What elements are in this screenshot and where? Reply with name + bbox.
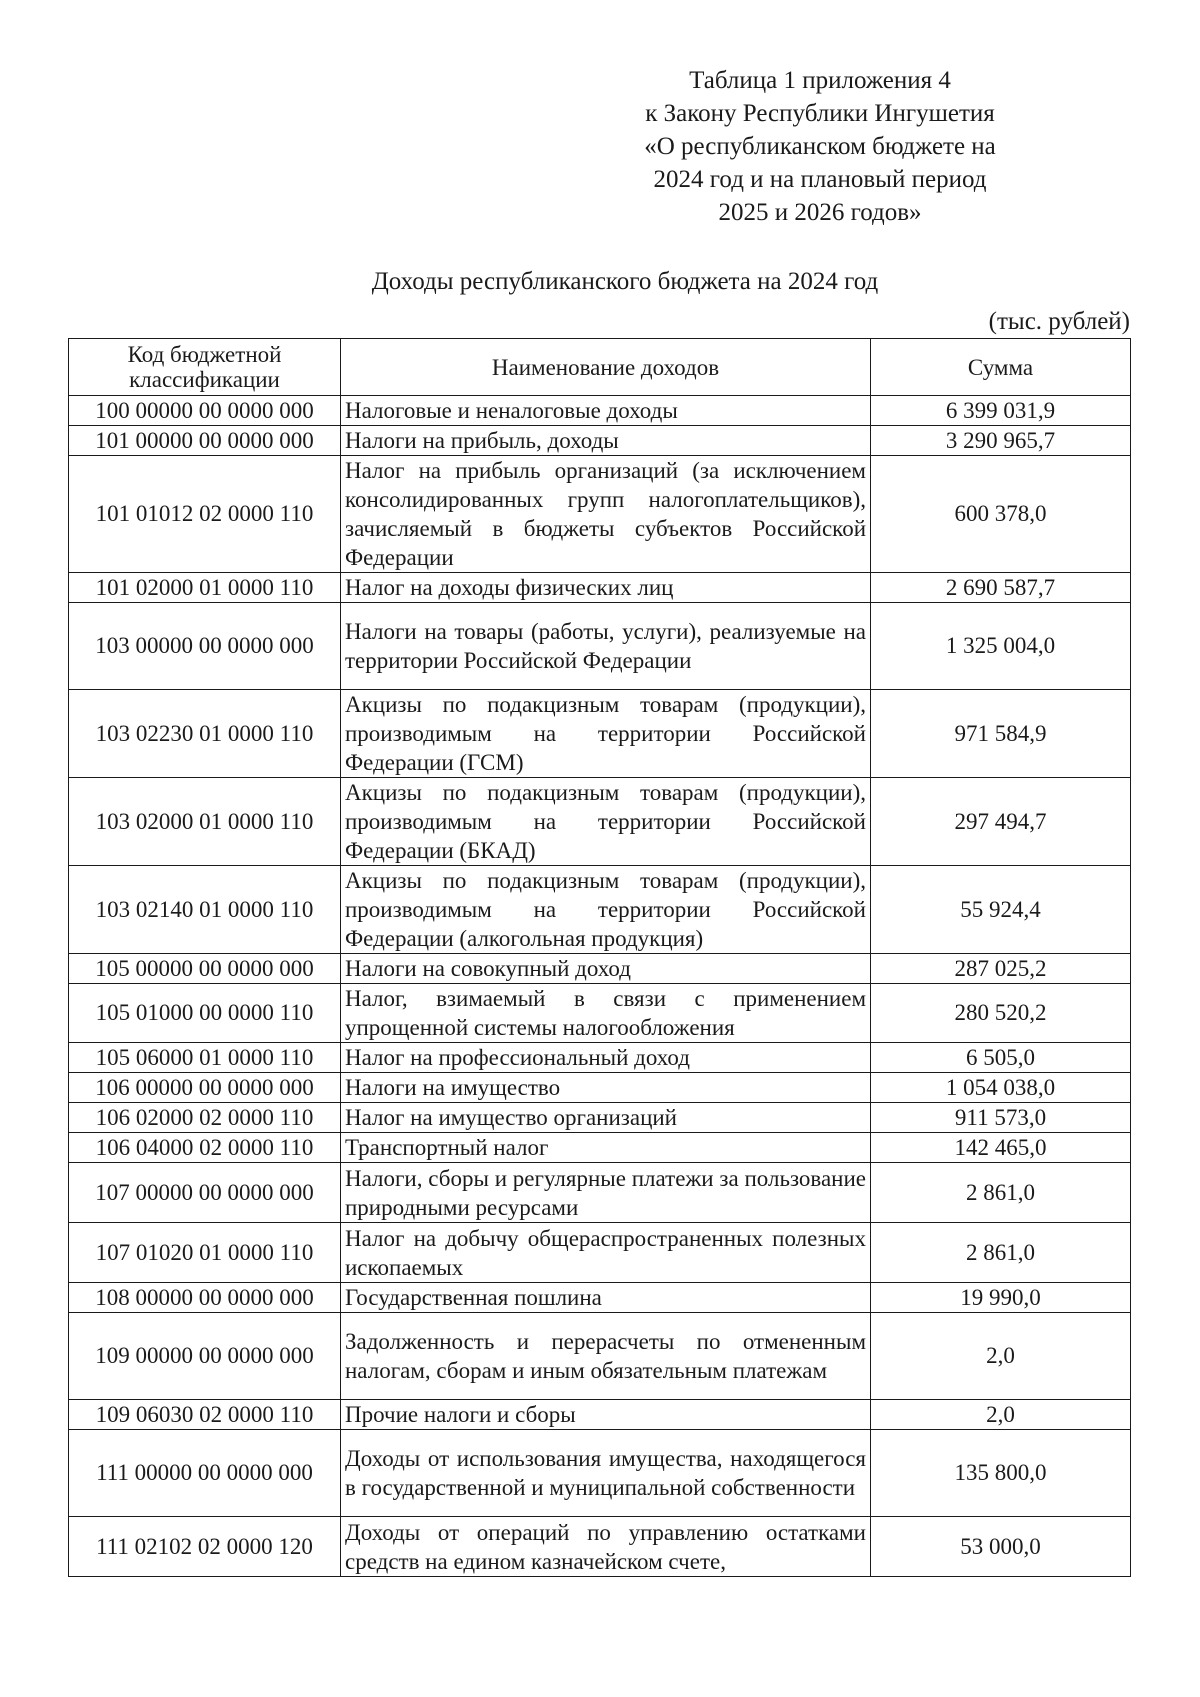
- revenue-name: Налог на прибыль организаций (за исключением консолидированных групп налогоплательщиков), зачисляемый в бюджеты субъектов Российской Федерации: [341, 456, 871, 573]
- revenue-name: Налоги на товары (работы, услуги), реализуемые на территории Российской Федерации: [341, 603, 871, 690]
- table-row: [69, 573, 1131, 603]
- revenue-amount: 2 861,0: [871, 1163, 1131, 1223]
- budget-code: 103 02140 01 0000 110: [69, 866, 341, 954]
- revenue-amount: 3 290 965,7: [871, 426, 1131, 456]
- budget-code: 107 00000 00 0000 000: [69, 1163, 341, 1223]
- column-header-code: Код бюджетной классификации: [69, 339, 341, 396]
- revenue-amount: 6 399 031,9: [871, 396, 1131, 426]
- revenue-amount: 2 861,0: [871, 1223, 1131, 1283]
- revenue-amount: 135 800,0: [871, 1430, 1131, 1517]
- table-row: [69, 1043, 1131, 1073]
- revenue-name: Транспортный налог: [341, 1133, 871, 1163]
- revenue-amount: 280 520,2: [871, 984, 1131, 1043]
- revenue-name: Доходы от использования имущества, находящегося в государственной и муниципальной собственности: [341, 1430, 871, 1517]
- budget-code: 111 00000 00 0000 000: [69, 1430, 341, 1517]
- revenue-name: Налоги, сборы и регулярные платежи за пользование природными ресурсами: [341, 1163, 871, 1223]
- revenue-name: Налог на добычу общераспространенных полезных ископаемых: [341, 1223, 871, 1283]
- table-header-row: [69, 339, 1131, 396]
- revenue-amount: 287 025,2: [871, 954, 1131, 984]
- revenue-name: Акцизы по подакцизным товарам (продукции), производимым на территории Российской Федерации (БКАД): [341, 778, 871, 866]
- table-row: [69, 866, 1131, 954]
- revenue-amount: 971 584,9: [871, 690, 1131, 778]
- table-row: [69, 1400, 1131, 1430]
- table-row: [69, 396, 1131, 426]
- revenue-name: Налог на профессиональный доход: [341, 1043, 871, 1073]
- budget-code: 109 00000 00 0000 000: [69, 1313, 341, 1400]
- table-row: [69, 984, 1131, 1043]
- heading-line: 2024 год и на плановый период: [653, 166, 987, 193]
- revenue-amount: 2 690 587,7: [871, 573, 1131, 603]
- table-row: [69, 1133, 1131, 1163]
- document-heading: [560, 64, 1080, 229]
- revenue-name: Задолженность и перерасчеты по отмененным налогам, сборам и иным обязательным платежам: [341, 1313, 871, 1400]
- heading-line: 2025 и 2026 годов»: [718, 199, 922, 226]
- revenue-name: Акцизы по подакцизным товарам (продукции), производимым на территории Российской Федерации (ГСМ): [341, 690, 871, 778]
- budget-code: 103 02230 01 0000 110: [69, 690, 341, 778]
- budget-code: 111 02102 02 0000 120: [69, 1517, 341, 1577]
- budget-code: 103 00000 00 0000 000: [69, 603, 341, 690]
- table-row: [69, 1163, 1131, 1223]
- revenue-amount: 142 465,0: [871, 1133, 1131, 1163]
- budget-code: 101 02000 01 0000 110: [69, 573, 341, 603]
- budget-code: 100 00000 00 0000 000: [69, 396, 341, 426]
- table-row: [69, 426, 1131, 456]
- revenue-name: Доходы от операций по управлению остатками средств на едином казначейском счете,: [341, 1517, 871, 1577]
- table-row: [69, 1313, 1131, 1400]
- table-row: [69, 1073, 1131, 1103]
- revenue-name: Налоги на прибыль, доходы: [341, 426, 871, 456]
- revenue-amount: 1 325 004,0: [871, 603, 1131, 690]
- revenue-amount: 911 573,0: [871, 1103, 1131, 1133]
- revenue-name: Налог на имущество организаций: [341, 1103, 871, 1133]
- revenue-name: Налог, взимаемый в связи с применением упрощенной системы налогообложения: [341, 984, 871, 1043]
- revenue-table: [68, 338, 1131, 1577]
- budget-code: 109 06030 02 0000 110: [69, 1400, 341, 1430]
- budget-code: 107 01020 01 0000 110: [69, 1223, 341, 1283]
- revenue-amount: 297 494,7: [871, 778, 1131, 866]
- budget-code: 105 01000 00 0000 110: [69, 984, 341, 1043]
- table-row: [69, 778, 1131, 866]
- revenue-amount: 600 378,0: [871, 456, 1131, 573]
- column-header-sum: Сумма: [871, 339, 1131, 396]
- revenue-amount: 19 990,0: [871, 1283, 1131, 1313]
- table-row: [69, 1283, 1131, 1313]
- revenue-name: Акцизы по подакцизным товарам (продукции), производимым на территории Российской Федерации (алкогольная продукция): [341, 866, 871, 954]
- table-row: [69, 690, 1131, 778]
- revenue-name: Налоги на имущество: [341, 1073, 871, 1103]
- budget-code: 108 00000 00 0000 000: [69, 1283, 341, 1313]
- revenue-amount: 55 924,4: [871, 866, 1131, 954]
- budget-code: 101 01012 02 0000 110: [69, 456, 341, 573]
- column-header-name: Наименование доходов: [341, 339, 871, 396]
- table-row: [69, 1223, 1131, 1283]
- budget-code: 105 06000 01 0000 110: [69, 1043, 341, 1073]
- budget-code: 101 00000 00 0000 000: [69, 426, 341, 456]
- revenue-name: Налоги на совокупный доход: [341, 954, 871, 984]
- heading-line: «О республиканском бюджете на: [644, 133, 996, 160]
- revenue-name: Государственная пошлина: [341, 1283, 871, 1313]
- revenue-amount: 2,0: [871, 1313, 1131, 1400]
- table-row: [69, 603, 1131, 690]
- table-row: [69, 456, 1131, 573]
- revenue-amount: 2,0: [871, 1400, 1131, 1430]
- heading-line: Таблица 1 приложения 4: [689, 67, 951, 94]
- revenue-amount: 6 505,0: [871, 1043, 1131, 1073]
- budget-code: 103 02000 01 0000 110: [69, 778, 341, 866]
- table-row: [69, 1103, 1131, 1133]
- budget-code: 106 02000 02 0000 110: [69, 1103, 341, 1133]
- units-label: (тыс. рублей): [988, 308, 1130, 335]
- heading-line: к Закону Республики Ингушетия: [645, 100, 995, 127]
- revenue-name: Прочие налоги и сборы: [341, 1400, 871, 1430]
- budget-code: 106 00000 00 0000 000: [69, 1073, 341, 1103]
- revenue-amount: 53 000,0: [871, 1517, 1131, 1577]
- revenue-name: Налог на доходы физических лиц: [341, 573, 871, 603]
- table-row: [69, 954, 1131, 984]
- table-row: [69, 1430, 1131, 1517]
- budget-code: 105 00000 00 0000 000: [69, 954, 341, 984]
- budget-code: 106 04000 02 0000 110: [69, 1133, 341, 1163]
- revenue-name: Налоговые и неналоговые доходы: [341, 396, 871, 426]
- page-title: Доходы республиканского бюджета на 2024 год: [371, 268, 879, 295]
- revenue-amount: 1 054 038,0: [871, 1073, 1131, 1103]
- table-row: [69, 1517, 1131, 1577]
